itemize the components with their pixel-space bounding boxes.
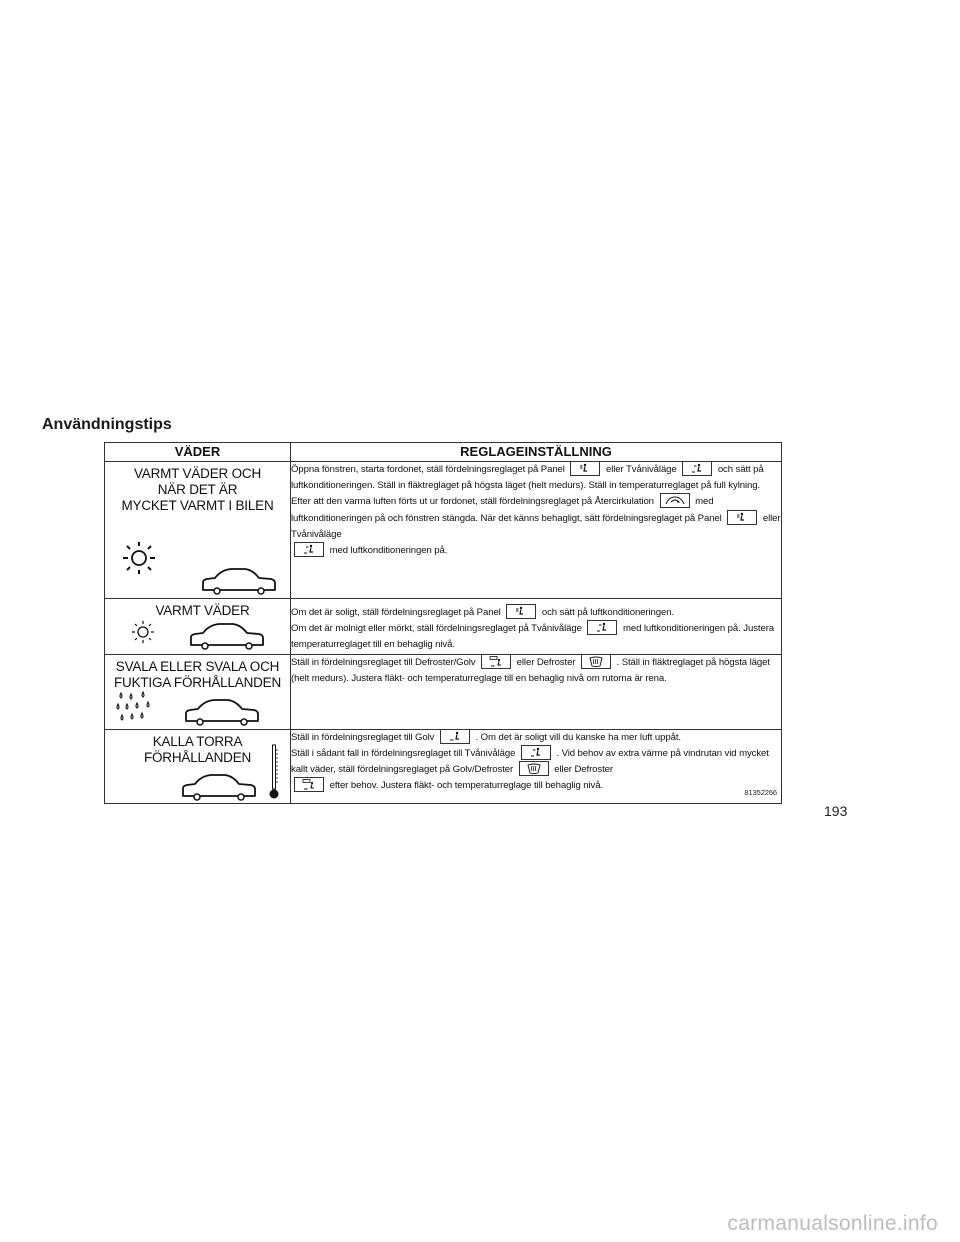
watermark: carmanualsonline.info	[727, 1212, 938, 1235]
table-row	[105, 462, 782, 599]
panel-mode-icon	[570, 461, 600, 476]
weather-column-header: VÄDER	[105, 443, 291, 462]
usage-tips-table	[104, 442, 782, 804]
setting-text: Om det är soligt, ställ fördelningsreglaget på Panel	[291, 607, 501, 619]
setting-cell	[291, 599, 782, 655]
setting-text: och sätt på luftkonditioneringen. Ställ in fläktreglaget på högsta läget (helt medurs). Ställ in temperaturreglaget på full kylning. Efter att den varma luften förts ut ur fordonet, ställ fördelningsreglaget på Återcirkulation	[291, 464, 764, 508]
setting-text: . Om det är soligt vill du kanske ha mer luft uppåt.	[475, 731, 681, 743]
setting-text: . Vid behov av extra värme på vindrutan vid mycket kallt väder, ställ fördelningsreglaget på Golv/Defroster	[291, 747, 769, 776]
thermometer-icon	[268, 744, 280, 800]
figure-code: 81352266	[744, 788, 777, 798]
weather-cell	[105, 462, 291, 599]
setting-text: eller Tvånivåläge	[606, 464, 677, 476]
bilevel-mode-icon	[521, 745, 551, 760]
section-heading: Användningstips	[42, 416, 172, 433]
setting-text: Ställ in fördelningsreglaget till Golv	[291, 731, 435, 743]
weather-label: KALLA TORRA FÖRHÅLLANDEN	[143, 733, 252, 765]
weather-cell	[105, 654, 291, 729]
recirculation-icon	[660, 493, 690, 508]
table-row	[105, 654, 782, 729]
setting-cell	[291, 729, 782, 803]
weather-label: VARMT VÄDER OCH NÄR DET ÄR MYCKET VARMT I BILEN	[121, 466, 274, 513]
weather-label: SVALA ELLER SVALA OCH FUKTIGA FÖRHÅLLANDEN	[113, 658, 282, 690]
setting-text: Om det är molnigt eller mörkt, ställ fördelningsreglaget på Tvånivåläge	[291, 623, 582, 635]
setting-text: eller Defroster	[554, 764, 614, 776]
setting-text: med luftkonditioneringen på. Justera temperaturreglaget till en behaglig nivå.	[291, 623, 775, 651]
defrost-icon	[519, 761, 549, 776]
weather-cell	[105, 729, 291, 803]
page-number: 193	[824, 803, 848, 819]
weather-cell	[105, 599, 291, 655]
sun-icon	[119, 540, 159, 576]
table-row	[105, 599, 782, 655]
panel-mode-icon	[727, 510, 757, 525]
weather-label: VARMT VÄDER	[155, 603, 250, 618]
setting-cell	[291, 462, 782, 599]
car-icon	[200, 566, 278, 596]
setting-cell	[291, 654, 782, 729]
table-row	[105, 729, 782, 803]
mix-mode-icon	[481, 654, 511, 669]
panel-mode-icon	[506, 604, 536, 619]
bilevel-mode-icon	[294, 542, 324, 557]
setting-column-header: REGLAGEINSTÄLLNING	[291, 443, 782, 462]
setting-text: med luftkonditioneringen på.	[329, 545, 448, 557]
car-icon	[183, 697, 261, 727]
setting-text: Ställ i sådant fall in fördelningsreglaget till Tvånivåläge	[291, 747, 516, 759]
setting-text: och sätt på luftkonditioneringen.	[541, 607, 675, 619]
car-icon	[188, 621, 266, 651]
floor-mode-icon	[440, 729, 470, 744]
raindrops-icon	[115, 691, 159, 727]
setting-text: eller Defroster	[516, 656, 576, 668]
mix-mode-icon	[294, 777, 324, 792]
small-sun-icon	[129, 619, 157, 645]
car-icon	[180, 772, 258, 802]
setting-text: med luftkonditioneringen på och fönstren stängda. När det känns behagligt, sätt fördelningsreglaget på Panel	[291, 496, 722, 524]
setting-text: eller Tvånivåläge	[291, 512, 781, 540]
bilevel-mode-icon	[682, 461, 712, 476]
defrost-icon	[581, 654, 611, 669]
setting-text: Ställ in fördelningsreglaget till Defroster/Golv	[291, 656, 476, 668]
setting-text: efter behov. Justera fläkt- och temperaturreglage till behaglig nivå.	[329, 780, 604, 792]
setting-text: Öppna fönstren, starta fordonet, ställ fördelningsreglaget på Panel	[291, 464, 565, 476]
bilevel-mode-icon	[587, 620, 617, 635]
setting-text: . Ställ in fläktreglaget på högsta läget (helt medurs). Justera fläkt- och temperaturreglage till en behaglig nivå om rutorna är rena.	[291, 656, 770, 684]
